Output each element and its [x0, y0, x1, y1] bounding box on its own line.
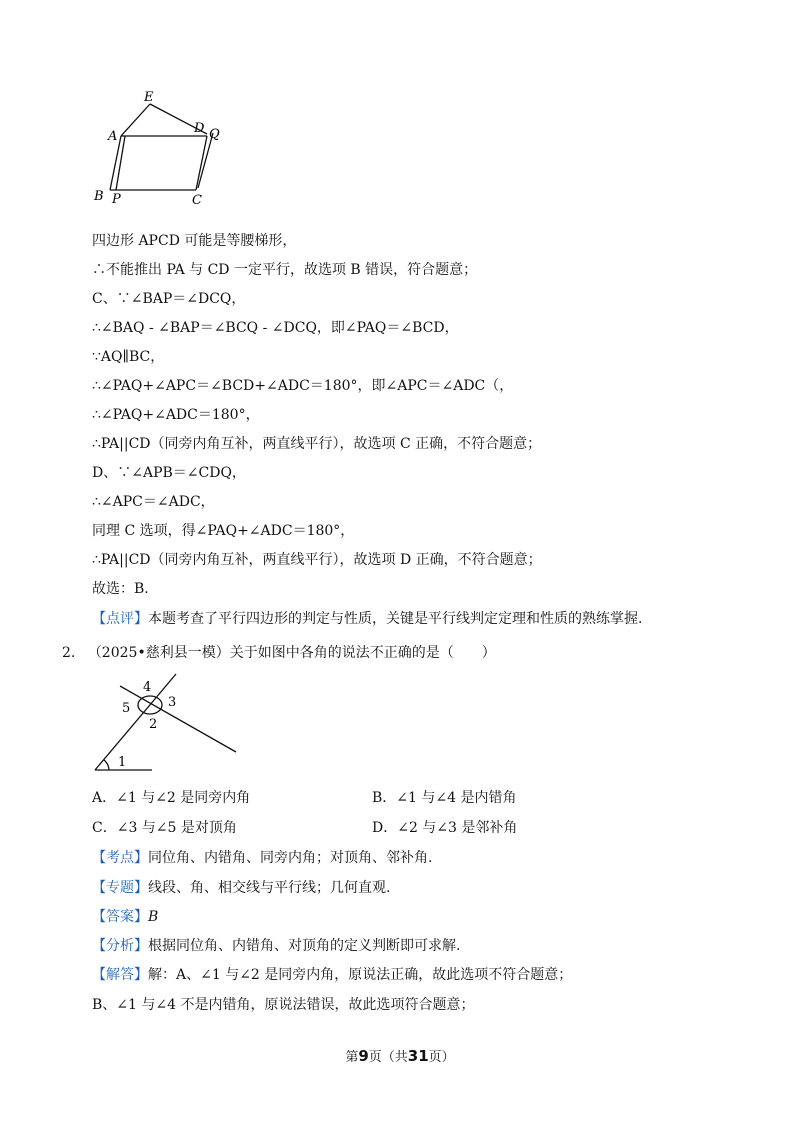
angle-label-2: 2 — [149, 717, 158, 732]
solution-line: ∴∠PAQ+∠ADC＝180°， — [92, 407, 260, 423]
angle-label-4: 4 — [143, 680, 152, 695]
zhuanti-tag: 【专题】 — [92, 880, 148, 896]
solution-tag: 【解答】 — [92, 967, 148, 983]
question-line — [62, 643, 496, 663]
page-footer — [0, 1046, 800, 1065]
answer-tag: 【答案】 — [92, 909, 148, 925]
solution-line: ∴不能推出 PA 与 CD 一定平行，故选项 B 错误，符合题意； — [92, 262, 478, 278]
angle-label-3: 3 — [168, 695, 177, 710]
label-B: B — [94, 189, 104, 204]
solution-line: C、∵∠BAP＝∠DCQ， — [92, 291, 246, 307]
angle-label-5: 5 — [122, 701, 131, 716]
analysis-tag: 【分析】 — [92, 938, 148, 954]
label-D: D — [194, 121, 205, 136]
label-P: P — [112, 192, 121, 207]
solution-line: D、∵∠APB＝∠CDQ， — [92, 465, 246, 481]
solution-line: ∵AQ∥BC， — [92, 349, 165, 365]
answer-text: B — [148, 909, 159, 925]
question-text: （2025•慈利县一模）关于如图中各角的说法不正确的是（ ） — [87, 645, 496, 661]
label-E: E — [144, 90, 154, 105]
question-number: 2. — [62, 645, 76, 661]
footer-post: 页） — [428, 1050, 455, 1065]
zhuanti-text: 线段、角、相交线与平行线；几何直观. — [148, 880, 391, 896]
option-d: D．∠2 与∠3 是邻补角 — [372, 820, 518, 836]
solution-line: ∴∠BAQ - ∠BAP＝∠BCQ - ∠DCQ，即∠PAQ＝∠BCD， — [92, 320, 459, 336]
solution-intro-line — [92, 965, 572, 985]
label-Q: Q — [209, 127, 220, 142]
option-b: B．∠1 与∠4 是内错角 — [372, 790, 517, 806]
review-tag: 【点评】 — [92, 611, 148, 627]
footer-mid: 页（共 — [368, 1050, 408, 1065]
answer-line — [92, 907, 158, 927]
solution-line-b: B、∠1 与∠4 不是内错角，原说法错误，故此选项符合题意； — [92, 997, 475, 1013]
label-A: A — [108, 129, 118, 144]
footer-total-pages: 31 — [407, 1047, 429, 1065]
solution-line: ∴PA||CD（同旁内角互补，两直线平行），故选项 C 正确，不符合题意； — [92, 436, 542, 452]
solution-text: 解：A、∠1 与∠2 是同旁内角，原说法正确，故此选项不符合题意； — [148, 967, 573, 983]
option-c: C．∠3 与∠5 是对顶角 — [92, 820, 237, 836]
kaodian-line — [92, 848, 432, 868]
kaodian-text: 同位角、内错角、同旁内角；对顶角、邻补角. — [148, 850, 433, 866]
analysis-line — [92, 936, 460, 956]
review-text: 本题考查了平行四边形的判定与性质，关键是平行线判定定理和性质的熟练掌握. — [148, 611, 643, 627]
label-C: C — [192, 193, 202, 208]
angle-label-1: 1 — [118, 755, 127, 770]
figure-quadrilateral — [88, 88, 238, 213]
kaodian-tag: 【考点】 — [92, 850, 148, 866]
solution-line: ∴∠PAQ+∠APC＝∠BCD+∠ADC＝180°，即∠APC＝∠ADC（， — [92, 378, 514, 394]
footer-pre: 第 — [345, 1050, 359, 1065]
analysis-text: 根据同位角、内错角、对顶角的定义判断即可求解. — [148, 938, 461, 954]
zhuanti-line — [92, 878, 390, 898]
footer-page-number: 9 — [358, 1047, 369, 1065]
solution-line: ∴∠APC＝∠ADC， — [92, 494, 215, 510]
solution-line: 四边形 APCD 可能是等腰梯形， — [92, 233, 297, 249]
solution-line: ∴PA||CD（同旁内角互补，两直线平行），故选项 D 正确，不符合题意； — [92, 552, 542, 568]
solution-line: 同理 C 选项，得∠PAQ+∠ADC＝180°， — [92, 523, 355, 539]
option-a: A．∠1 与∠2 是同旁内角 — [92, 790, 251, 806]
solution-line: 故选：B. — [92, 581, 149, 597]
review-line — [92, 609, 642, 629]
figure-angles — [90, 670, 250, 778]
